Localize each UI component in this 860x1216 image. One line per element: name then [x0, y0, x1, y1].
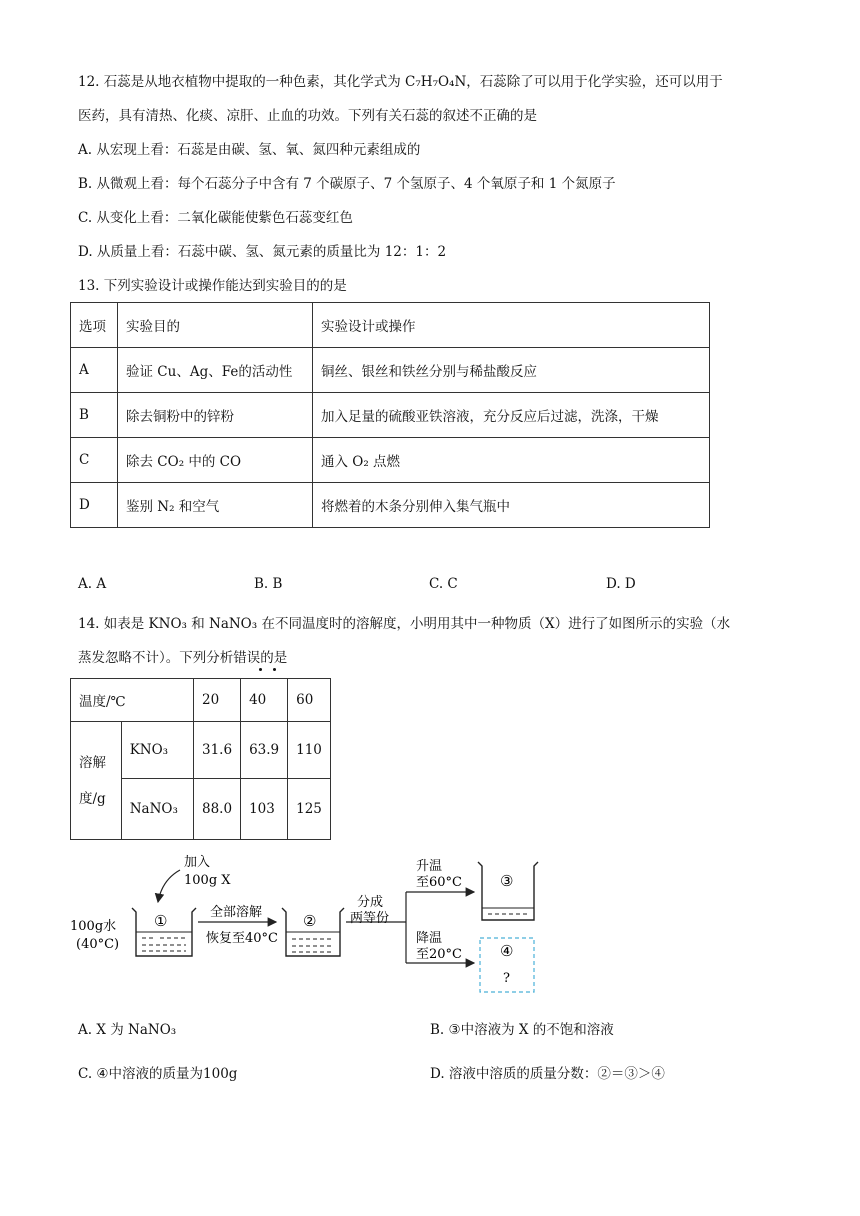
beaker-4-label: ④: [500, 942, 514, 960]
split-line1: 分成: [357, 895, 384, 910]
q14-solubility-table: [70, 678, 331, 840]
solubility-label: [71, 722, 122, 840]
water-label-line1: 100g水: [70, 919, 117, 934]
q12-option-b: B. 从微观上看：每个石蕊分子中含有 7 个碳原子、7 个氢原子、4 个氧原子和 1 个氮原子: [78, 176, 616, 192]
table-cell: 验证 Cu、Ag、Fe的活动性: [118, 348, 313, 393]
table-row: [71, 722, 331, 779]
table-cell: 加入足量的硫酸亚铁溶液，充分反应后过滤，洗涤，干燥: [313, 393, 710, 438]
table-cell: A: [71, 348, 118, 393]
q13-choice-c: C. C: [429, 576, 458, 592]
table-cell: 铜丝、银丝和铁丝分别与稀盐酸反应: [313, 348, 710, 393]
q13-stem: 13. 下列实验设计或操作能达到实验目的的是: [78, 278, 347, 294]
table-header-row: [71, 303, 710, 348]
heat-line1: 升温: [416, 859, 443, 874]
solubility-value: 125: [288, 779, 331, 840]
heat-line2: 至60°C: [416, 875, 462, 890]
solubility-value: 31.6: [194, 722, 241, 779]
solubility-label-line2: 度/g: [79, 790, 106, 807]
q13-choice-d: D. D: [606, 576, 636, 592]
temp-cell: 60: [288, 679, 331, 722]
temp-cell: 20: [194, 679, 241, 722]
water-label-line2: (40°C): [76, 937, 120, 952]
q13-table: [70, 302, 710, 528]
substance-name: NaNO₃: [121, 779, 193, 840]
solubility-value: 110: [288, 722, 331, 779]
arrow-dissolve-top: 全部溶解: [210, 905, 263, 920]
q14-option-c: C. ④中溶液的质量为100g: [78, 1066, 238, 1082]
q13-choice-a: A. A: [78, 576, 107, 592]
split-line2: 两等份: [350, 911, 390, 926]
q14-option-b: B. ③中溶液为 X 的不饱和溶液: [430, 1022, 614, 1038]
table-row: [71, 483, 710, 528]
q12-stem-line2: 医药，具有清热、化痰、凉肝、止血的功效。下列有关石蕊的叙述不正确的是: [78, 108, 537, 124]
table-header-cell: 实验目的: [118, 303, 313, 348]
q13-choices: [78, 576, 778, 596]
arrow-dissolve-bottom: 恢复至40°C: [206, 931, 278, 946]
emphasis-dot: [259, 668, 262, 671]
experiment-diagram: [70, 848, 550, 998]
q12-option-c: C. 从变化上看：二氧化碳能使紫色石蕊变红色: [78, 210, 353, 226]
table-header-cell: 选项: [71, 303, 118, 348]
table-cell: 除去铜粉中的锌粉: [118, 393, 313, 438]
table-cell: 将燃着的木条分别伸入集气瓶中: [313, 483, 710, 528]
q14-option-a: A. X 为 NaNO₃: [78, 1022, 177, 1038]
table-cell: B: [71, 393, 118, 438]
q12-stem-line1: 12. 石蕊是从地衣植物中提取的一种色素，其化学式为 C₇H₇O₄N，石蕊除了可以用于化学实验，还可以用于: [78, 74, 723, 90]
beaker-4-box: [480, 938, 534, 992]
beaker-4-question: ?: [503, 971, 510, 986]
beaker-2-label: ②: [303, 912, 317, 930]
table-cell: C: [71, 438, 118, 483]
beaker-1-label: ①: [154, 912, 168, 930]
beaker-3-label: ③: [500, 872, 514, 890]
table-cell: 除去 CO₂ 中的 CO: [118, 438, 313, 483]
table-cell: 鉴别 N₂ 和空气: [118, 483, 313, 528]
q14-stem-line2: 蒸发忽略不计）。下列分析错误的是: [78, 650, 288, 666]
beaker-3: [478, 862, 538, 920]
table-row: [71, 438, 710, 483]
table-row: [71, 348, 710, 393]
temp-cell: 40: [241, 679, 288, 722]
cool-line2: 至20°C: [416, 947, 462, 962]
table-cell: D: [71, 483, 118, 528]
add-arrow: [158, 870, 180, 902]
q13-choice-b: B. B: [254, 576, 283, 592]
add-label-line1: 加入: [184, 855, 211, 870]
q12-option-a: A. 从宏现上看：石蕊是由碳、氢、氧、氮四种元素组成的: [78, 142, 421, 158]
q12-option-d: D. 从质量上看：石蕊中碳、氢、氮元素的质量比为 12：1：2: [78, 244, 447, 260]
q14-option-d: D. 溶液中溶质的质量分数：②＝③＞④: [430, 1066, 665, 1082]
beaker-1: [132, 908, 196, 956]
solubility-value: 63.9: [241, 722, 288, 779]
solubility-value: 103: [241, 779, 288, 840]
temp-label: 温度/℃: [71, 679, 194, 722]
table-row: [71, 679, 331, 722]
emphasis-dot: [273, 668, 276, 671]
table-row: [71, 393, 710, 438]
cool-line1: 降温: [416, 931, 443, 946]
table-cell: 通入 O₂ 点燃: [313, 438, 710, 483]
solubility-value: 88.0: [194, 779, 241, 840]
solubility-label-line1: 溶解: [79, 754, 106, 771]
substance-name: KNO₃: [121, 722, 193, 779]
add-label-line2: 100g X: [184, 873, 231, 888]
q14-stem-line1: 14. 如表是 KNO₃ 和 NaNO₃ 在不同温度时的溶解度，小明用其中一种物质（X）进行了如图所示的实验（水: [78, 616, 731, 632]
table-header-cell: 实验设计或操作: [313, 303, 710, 348]
beaker-2: [282, 908, 344, 956]
